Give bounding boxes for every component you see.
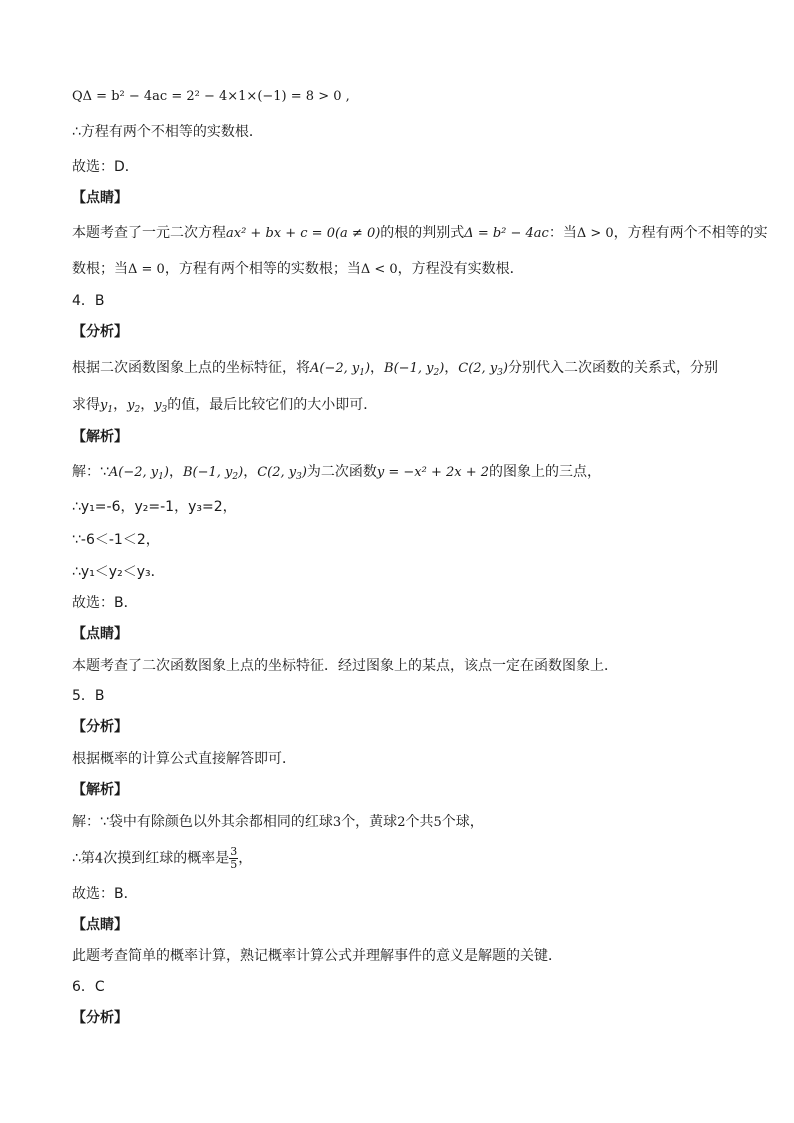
text: 数根；当 [72, 261, 128, 277]
section-heading-comment: 【点睛】 [72, 626, 128, 642]
point-b: B(−1, $y_2$) [384, 361, 445, 378]
section-heading-analysis: 【分析】 [72, 324, 128, 340]
conclusion-two-roots: ∴方程有两个不相等的实数根． [72, 124, 263, 140]
probability-fraction: $\frac{3}{5}$ [230, 845, 238, 871]
text: 求得 [72, 397, 100, 413]
section-heading-analysis: 【分析】 [72, 1010, 128, 1026]
comment-q5: 此题考查简单的概率计算，熟记概率计算公式并理解事件的意义是解题的关键． [72, 948, 562, 964]
text: 为二次函数 [306, 464, 377, 480]
text: ，方程有两个相等的实数根；当 [164, 261, 361, 277]
text: ，方程有两个不相等的实 [613, 225, 768, 241]
solution-q5-line2: ∴第4次摸到红球的概率是 $\frac{3}{5}$ ， [72, 845, 253, 871]
section-heading-solution: 【解析】 [72, 782, 128, 798]
formula: Δ = 0 [128, 262, 165, 277]
var-y1: $y_1$ [100, 398, 114, 415]
comment-paragraph-line1 [72, 223, 768, 244]
text: ， [444, 360, 459, 376]
formula: ax² + bx + c = 0(a ≠ 0) [226, 226, 381, 241]
text: 解：∵ [72, 464, 109, 480]
answer-q4: 故选：B． [72, 595, 138, 611]
section-heading-comment: 【点睛】 [72, 190, 128, 206]
point-a: A(−2, $y_1$) [310, 361, 371, 378]
answer-q3: 故选：D． [72, 159, 139, 175]
solution-compare: ∵-6＜-1＜2， [72, 532, 160, 548]
function-formula: y = −x² + 2x + 2 [376, 465, 490, 480]
text: 分别代入二次函数的关系式，分别 [507, 360, 718, 376]
point-c: C(2, $y_3$) [257, 465, 307, 482]
section-heading-comment: 【点睛】 [72, 917, 128, 933]
text: ， [370, 360, 385, 376]
section-heading-solution: 【解析】 [72, 429, 128, 445]
answer-q5: 故选：B． [72, 886, 138, 902]
formula: Δ > 0 [576, 226, 614, 241]
question-number-6: 6．C [72, 979, 105, 995]
formula: Δ = b² − 4ac [464, 226, 549, 241]
text: ，方程没有实数根． [397, 261, 524, 277]
text: 本题考查了一元二次方程 [72, 225, 226, 241]
var-y2: $y_2$ [127, 398, 141, 415]
formula: Δ < 0 [360, 262, 398, 277]
solution-values: ∴y₁=-6，y₂=-1，y₃=2， [72, 499, 237, 515]
analysis-q5: 根据概率的计算公式直接解答即可． [72, 751, 296, 767]
point-b: B(−1, $y_2$) [182, 465, 244, 482]
comment-paragraph-line2 [72, 259, 524, 280]
question-number-5: 5．B [72, 688, 105, 704]
section-heading-analysis: 【分析】 [72, 719, 128, 735]
point-c: C(2, $y_3$) [458, 361, 508, 378]
question-number-4: 4．B [72, 293, 105, 309]
solution-q5-line1: 解：∵袋中有除颜色以外其余都相同的红球3个，黄球2个共5个球， [72, 814, 484, 830]
delta-calculation: QΔ = b² − 4ac = 2² − 4×1×(−1) = 8 > 0 , [72, 89, 350, 104]
comment-q4: 本题考查了二次函数图象上点的坐标特征．经过图象上的某点，该点一定在函数图象上． [72, 658, 618, 674]
solution-line1: 解：∵A(−2, $y_1$)，B(−1, $y_2$)，C(2, $y_3$)为二次函数y = −x² + 2x + 2的图象上的三点， [72, 464, 602, 482]
solution-result: ∴y₁＜y₂＜y₃． [72, 564, 165, 580]
text: 的值，最后比较它们的大小即可． [167, 397, 378, 413]
text: 的图象上的三点， [489, 464, 602, 480]
var-y3: $y_3$ [154, 398, 168, 415]
point-a: A(−2, $y_1$) [108, 465, 169, 482]
analysis-line1 [72, 358, 718, 383]
analysis-line2: 求得$y_1$，$y_2$，$y_3$的值，最后比较它们的大小即可． [72, 397, 378, 415]
text: 根据二次函数图象上点的坐标特征，将 [72, 360, 310, 376]
text: 的根的判别式 [380, 225, 465, 241]
text: ：当 [548, 225, 577, 241]
